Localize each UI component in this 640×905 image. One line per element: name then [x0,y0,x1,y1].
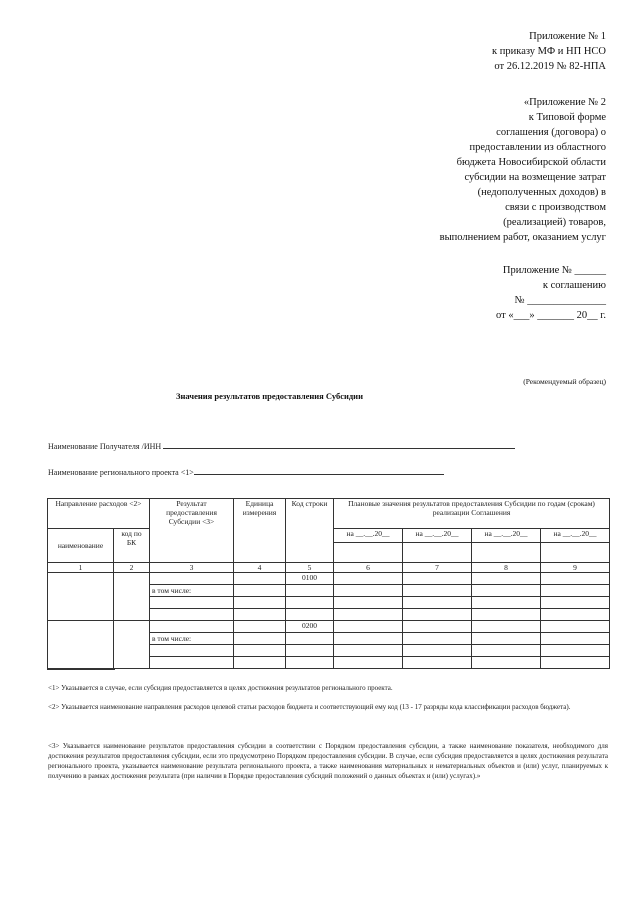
agreement-ref-line: к соглашению [542,280,606,291]
header-period: на __.__.20__ [541,529,610,543]
table-cell [286,609,334,621]
table-cell [541,645,610,657]
header-unit: Единица измерения [234,499,286,563]
column-number: 5 [286,563,334,573]
table-cell [334,585,403,597]
column-number: 7 [403,563,472,573]
table-cell [541,621,610,633]
recommended-sample-label: (Рекомендуемый образец) [523,377,606,386]
table-cell [541,633,610,645]
table-cell [472,633,541,645]
row-code-0200: 0200 [286,621,334,633]
table-cell [472,645,541,657]
table-cell [472,609,541,621]
table-cell [472,657,541,669]
period-cell [541,543,610,563]
table-cell [114,621,150,669]
document-title: Значения результатов предоставления Субсидии [176,391,363,401]
appendix-2-line: соглашения (договора) о [496,127,606,138]
table-cell [541,657,610,669]
footnote-1: <1> Указывается в случае, если субсидия предоставляется в целях достижения результатов регионального проекта. [48,684,393,692]
table-cell [286,645,334,657]
table-cell [150,609,234,621]
row-including-label: в том числе: [150,633,234,645]
table-cell [403,633,472,645]
table-cell [334,633,403,645]
period-cell [334,543,403,563]
agreement-ref-line: № _______________ [514,295,606,306]
table-cell [472,585,541,597]
table-cell [286,633,334,645]
table-cell [541,597,610,609]
table-cell [403,573,472,585]
agreement-ref-line: Приложение № ______ [502,265,606,276]
table-cell [114,573,150,621]
header-direction: Направление расходов <2> [48,499,150,529]
recipient-field [48,440,515,451]
table-cell [234,621,286,633]
period-cell [403,543,472,563]
table-cell [334,645,403,657]
footnote-separator [47,669,115,670]
header-period: на __.__.20__ [334,529,403,543]
table-cell [286,585,334,597]
footnote-2: <2> Указывается наименование направления расходов целевой статьи расходов бюджета и соответствующий ему код (13 - 17 разряды кода классификации расходов бюджета). [48,703,571,711]
appendix-1-header [492,29,606,74]
table-cell [403,597,472,609]
table-cell [403,621,472,633]
project-label: Наименование регионального проекта <1> [48,468,194,477]
project-blank-line [194,466,444,475]
appendix-2-line: «Приложение № 2 [523,97,606,108]
table-cell [234,597,286,609]
table-cell [234,585,286,597]
appendix-2-line: к Типовой форме [528,112,606,123]
table-cell [334,621,403,633]
table-cell [334,573,403,585]
table-cell [472,621,541,633]
table-cell [541,609,610,621]
row-including-label: в том числе: [150,585,234,597]
table-cell [150,645,234,657]
table-cell [472,597,541,609]
appendix-2-line: бюджета Новосибирской области [456,157,606,168]
header-bk-code: код по БК [114,529,150,563]
header-result: Результат предоставления Субсидии <3> [150,499,234,563]
header-planned-values: Плановые значения результатов предоставления Субсидии по годам (срокам) реализации Соглашения [334,499,610,529]
header-name: наименование [48,529,114,563]
table-cell [403,585,472,597]
table-cell [234,609,286,621]
table-cell [286,597,334,609]
row-code-0100: 0100 [286,573,334,585]
recipient-label: Наименование Получателя /ИНН [48,442,162,451]
appendix-2-header [440,95,606,245]
table-cell [150,657,234,669]
table-cell [403,609,472,621]
table-cell [334,609,403,621]
appendix-2-line: выполнением работ, оказанием услуг [439,232,606,243]
column-number: 1 [48,563,114,573]
table-cell [48,621,114,669]
column-number: 4 [234,563,286,573]
table-cell [286,657,334,669]
agreement-reference [496,263,606,323]
table-cell [150,573,234,585]
table-cell [150,597,234,609]
column-number: 6 [334,563,403,573]
table-cell [234,645,286,657]
appendix-2-line: связи с производством [505,202,606,213]
column-number: 9 [541,563,610,573]
appendix-1-line: к приказу МФ и НП НСО [492,46,606,57]
appendix-1-line: от 26.12.2019 № 82-НПА [494,61,606,72]
table-cell [403,645,472,657]
table-cell [334,657,403,669]
column-number: 8 [472,563,541,573]
table-cell [234,633,286,645]
column-number: 2 [114,563,150,573]
header-period: на __.__.20__ [403,529,472,543]
agreement-ref-line: от «___» _______ 20__ г. [496,310,606,321]
header-period: на __.__.20__ [472,529,541,543]
footnote-3: <3> Указывается наименование результатов предоставления субсидии в соответствии с Порядком предоставления субсидии, а также наименование показателя, необходимого для достижения результатов предоставления субсидии, если это предусмотрено Порядком предоставления субсидии. В случае, если субсидия предоставляется в целях достижения результата регионального проекта, указывается наименование результата регионального проекта, а также наименования материальных и нематериальных объектов и (или) услуг, планируемых к получению в рамках достижения результата (при наличии в Порядке предоставления субсидий положений о данных объектах и (или) услугах).» [48,742,608,780]
table-cell [150,621,234,633]
results-table [47,498,610,669]
table-cell [541,573,610,585]
column-number: 3 [150,563,234,573]
table-cell [234,657,286,669]
project-field [48,466,444,477]
recipient-blank-line [163,440,515,449]
table-cell [48,573,114,621]
table-cell [541,585,610,597]
table-cell [472,573,541,585]
table-cell [403,657,472,669]
appendix-2-line: предоставлении из областного [469,142,606,153]
table-cell [234,573,286,585]
header-code: Код строки [286,499,334,563]
period-cell [472,543,541,563]
appendix-2-line: (недополученных доходов) в [477,187,606,198]
appendix-1-line: Приложение № 1 [529,31,606,42]
appendix-2-line: (реализацией) товаров, [503,217,606,228]
table-cell [334,597,403,609]
appendix-2-line: субсидии на возмещение затрат [464,172,606,183]
